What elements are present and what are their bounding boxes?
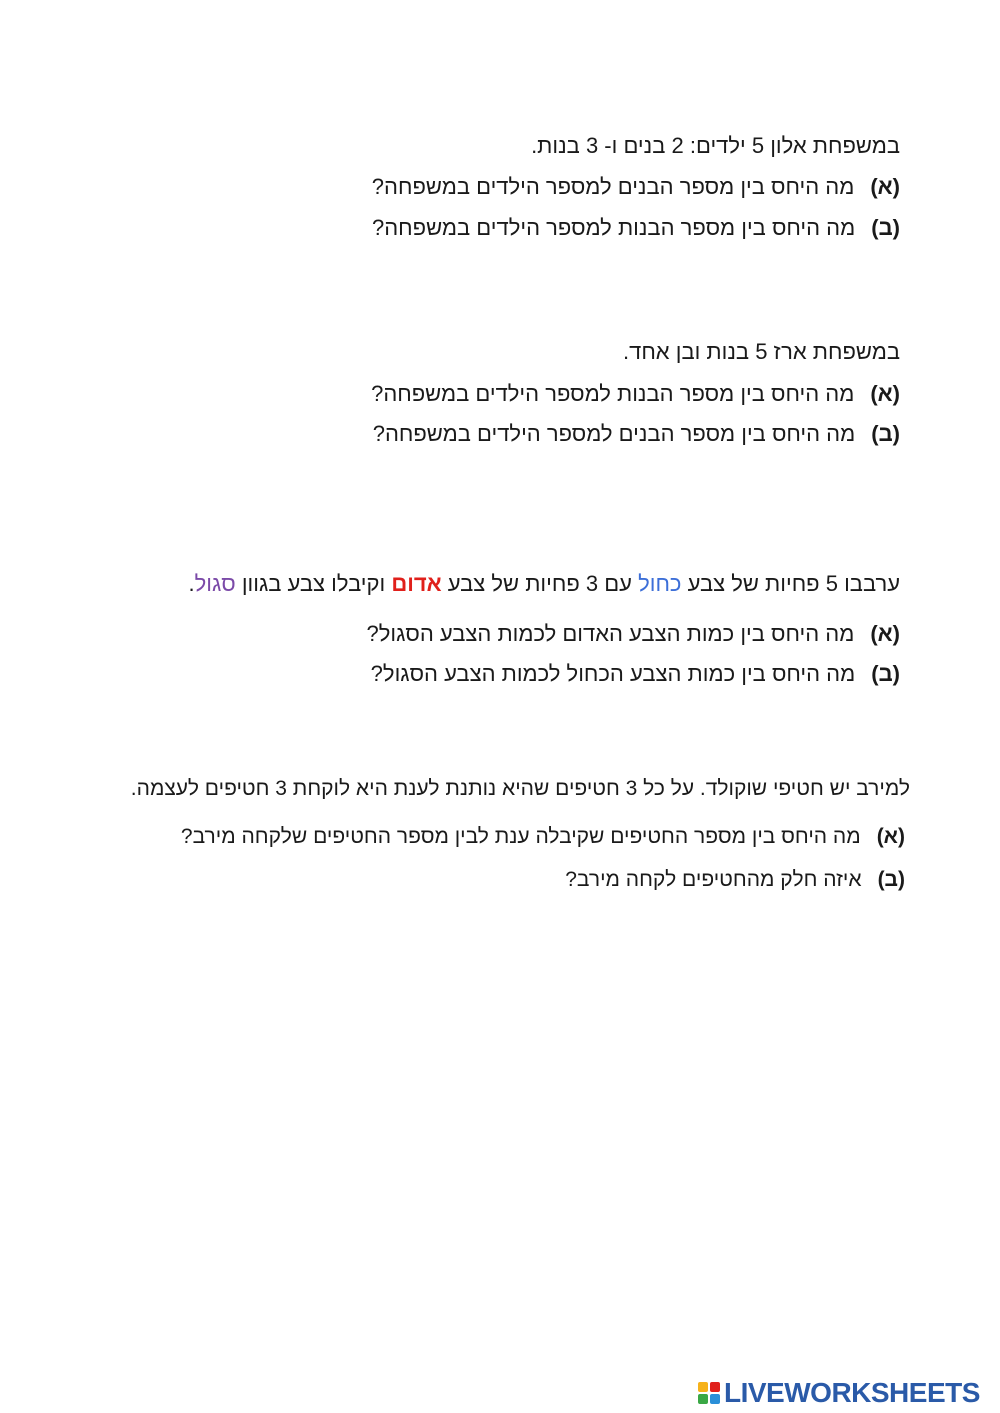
item-text: מה היחס בין כמות הצבע הכחול לכמות הצבע הסגול? [370, 661, 856, 686]
item-marker: (ב) [871, 421, 900, 446]
item-marker: (א) [870, 381, 900, 406]
item-marker: (ב) [871, 661, 900, 686]
intro-text: עם 3 פחיות של צבע [447, 571, 632, 596]
item-text: מה היחס בין מספר הבנות למספר הילדים במשפחה? [371, 381, 855, 406]
sub-question-a [372, 176, 900, 198]
sub-question-a [371, 383, 900, 405]
intro-end: . [188, 571, 195, 596]
question-intro: במשפחת ארז 5 בנות ובן אחד. [623, 339, 900, 364]
item-text: איזה חלק מהחטיפים לקחה מירב? [565, 868, 862, 891]
item-marker: (ב) [877, 868, 905, 891]
sub-question-b [565, 869, 905, 890]
sub-question-b [373, 423, 900, 445]
question-intro: במשפחת אלון 5 ילדים: 2 בנים ו- 3 בנות. [531, 133, 900, 158]
logo-text: LIVEWORKSHEETS [724, 1377, 980, 1408]
color-word-red: אדום [391, 571, 442, 596]
item-text: מה היחס בין מספר הבנים למספר הילדים במשפחה? [372, 421, 856, 446]
item-marker: (א) [870, 174, 900, 199]
sub-question-b [372, 217, 900, 239]
item-marker: (א) [876, 825, 905, 848]
intro-text: וקיבלו צבע בגוון [241, 571, 386, 596]
item-text: מה היחס בין מספר הבנות למספר הילדים במשפחה? [372, 215, 856, 240]
item-text: מה היחס בין מספר הבנים למספר הילדים במשפחה? [371, 174, 855, 199]
intro-text: ערבבו 5 פחיות של צבע [687, 571, 900, 596]
item-text: מה היחס בין מספר החטיפים שקיבלה ענת לבין מספר החטיפים שלקחה מירב? [180, 825, 861, 848]
item-marker: (ב) [871, 215, 900, 240]
sub-question-b [371, 663, 900, 685]
question-intro [188, 573, 900, 595]
item-text: מה היחס בין כמות הצבע האדום לכמות הצבע הסגול? [366, 621, 855, 646]
sub-question-a [181, 826, 905, 847]
liveworksheets-logo-icon [698, 1382, 720, 1404]
color-word-purple: סגול [194, 571, 236, 596]
item-marker: (א) [870, 621, 900, 646]
liveworksheets-logo [698, 1378, 980, 1408]
color-word-blue: כחול [638, 571, 682, 596]
sub-question-a [367, 623, 901, 645]
question-intro: למירב יש חטיפי שוקולד. על כל 3 חטיפים שהיא נותנת לענת היא לוקחת 3 חטיפים לעצמה. [130, 777, 910, 800]
